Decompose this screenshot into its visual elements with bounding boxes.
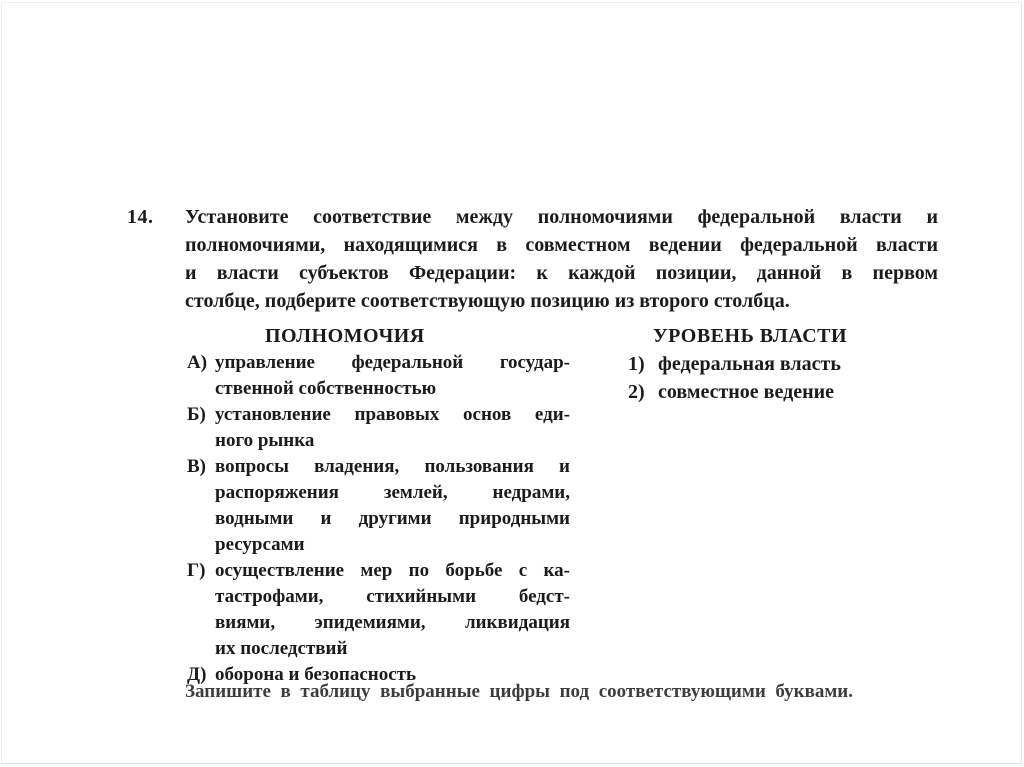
item-line: установление правовых основ еди- <box>215 404 570 425</box>
question-intro <box>185 203 938 315</box>
item-label: 1) <box>628 353 645 375</box>
intro-line: и власти субъектов Федерации: к каждой позиции, данной в первом <box>185 262 938 284</box>
level-item-2 <box>628 378 878 406</box>
levels-items <box>628 350 878 406</box>
levels-column-header: УРОВЕНЬ ВЛАСТИ <box>653 325 848 347</box>
item-line: их последствий <box>215 638 348 659</box>
item-line: управление федеральной государ- <box>215 352 570 373</box>
item-line: вопросы владения, пользования и <box>215 456 570 477</box>
power-item-a <box>187 350 570 402</box>
item-line: ственной собственностью <box>215 378 437 399</box>
item-line: водными и другими природными <box>215 508 570 529</box>
item-label: Г) <box>187 560 206 581</box>
item-label: Д) <box>187 664 207 685</box>
item-line: оборона и безопасность <box>215 664 417 685</box>
question-number: 14. <box>127 206 154 228</box>
item-line: ного рынка <box>215 430 315 451</box>
item-line: виями, эпидемиями, ликвидация <box>215 612 570 633</box>
item-label: В) <box>187 456 206 477</box>
intro-line: полномочиями, находящимися в совместном ведении федеральной власти <box>185 234 938 256</box>
power-item-v <box>187 454 570 558</box>
item-text: федеральная власть <box>658 353 841 375</box>
item-line: тастрофами, стихийными бедст- <box>215 586 570 607</box>
item-label: 2) <box>628 381 645 403</box>
powers-column-header: ПОЛНОМОЧИЯ <box>265 325 425 347</box>
item-line: осуществление мер по борьбе с ка- <box>215 560 570 581</box>
item-line: ресурсами <box>215 534 305 555</box>
power-item-b <box>187 402 570 454</box>
item-label: Б) <box>187 404 206 425</box>
item-line: распоряжения землей, недрами, <box>215 482 570 503</box>
intro-line: столбце, подберите соответствующую позицию из второго столбца. <box>185 290 790 312</box>
item-text: совместное ведение <box>658 381 835 403</box>
powers-items <box>187 350 570 688</box>
power-item-g <box>187 558 570 662</box>
level-item-1 <box>628 350 878 378</box>
item-label: А) <box>187 352 208 373</box>
clipped-footer-line: Запишите в таблицу выбранные цифры под соответствующими буквами. <box>185 681 853 702</box>
intro-line: Установите соответствие между полномочиями федеральной власти и <box>185 206 938 228</box>
